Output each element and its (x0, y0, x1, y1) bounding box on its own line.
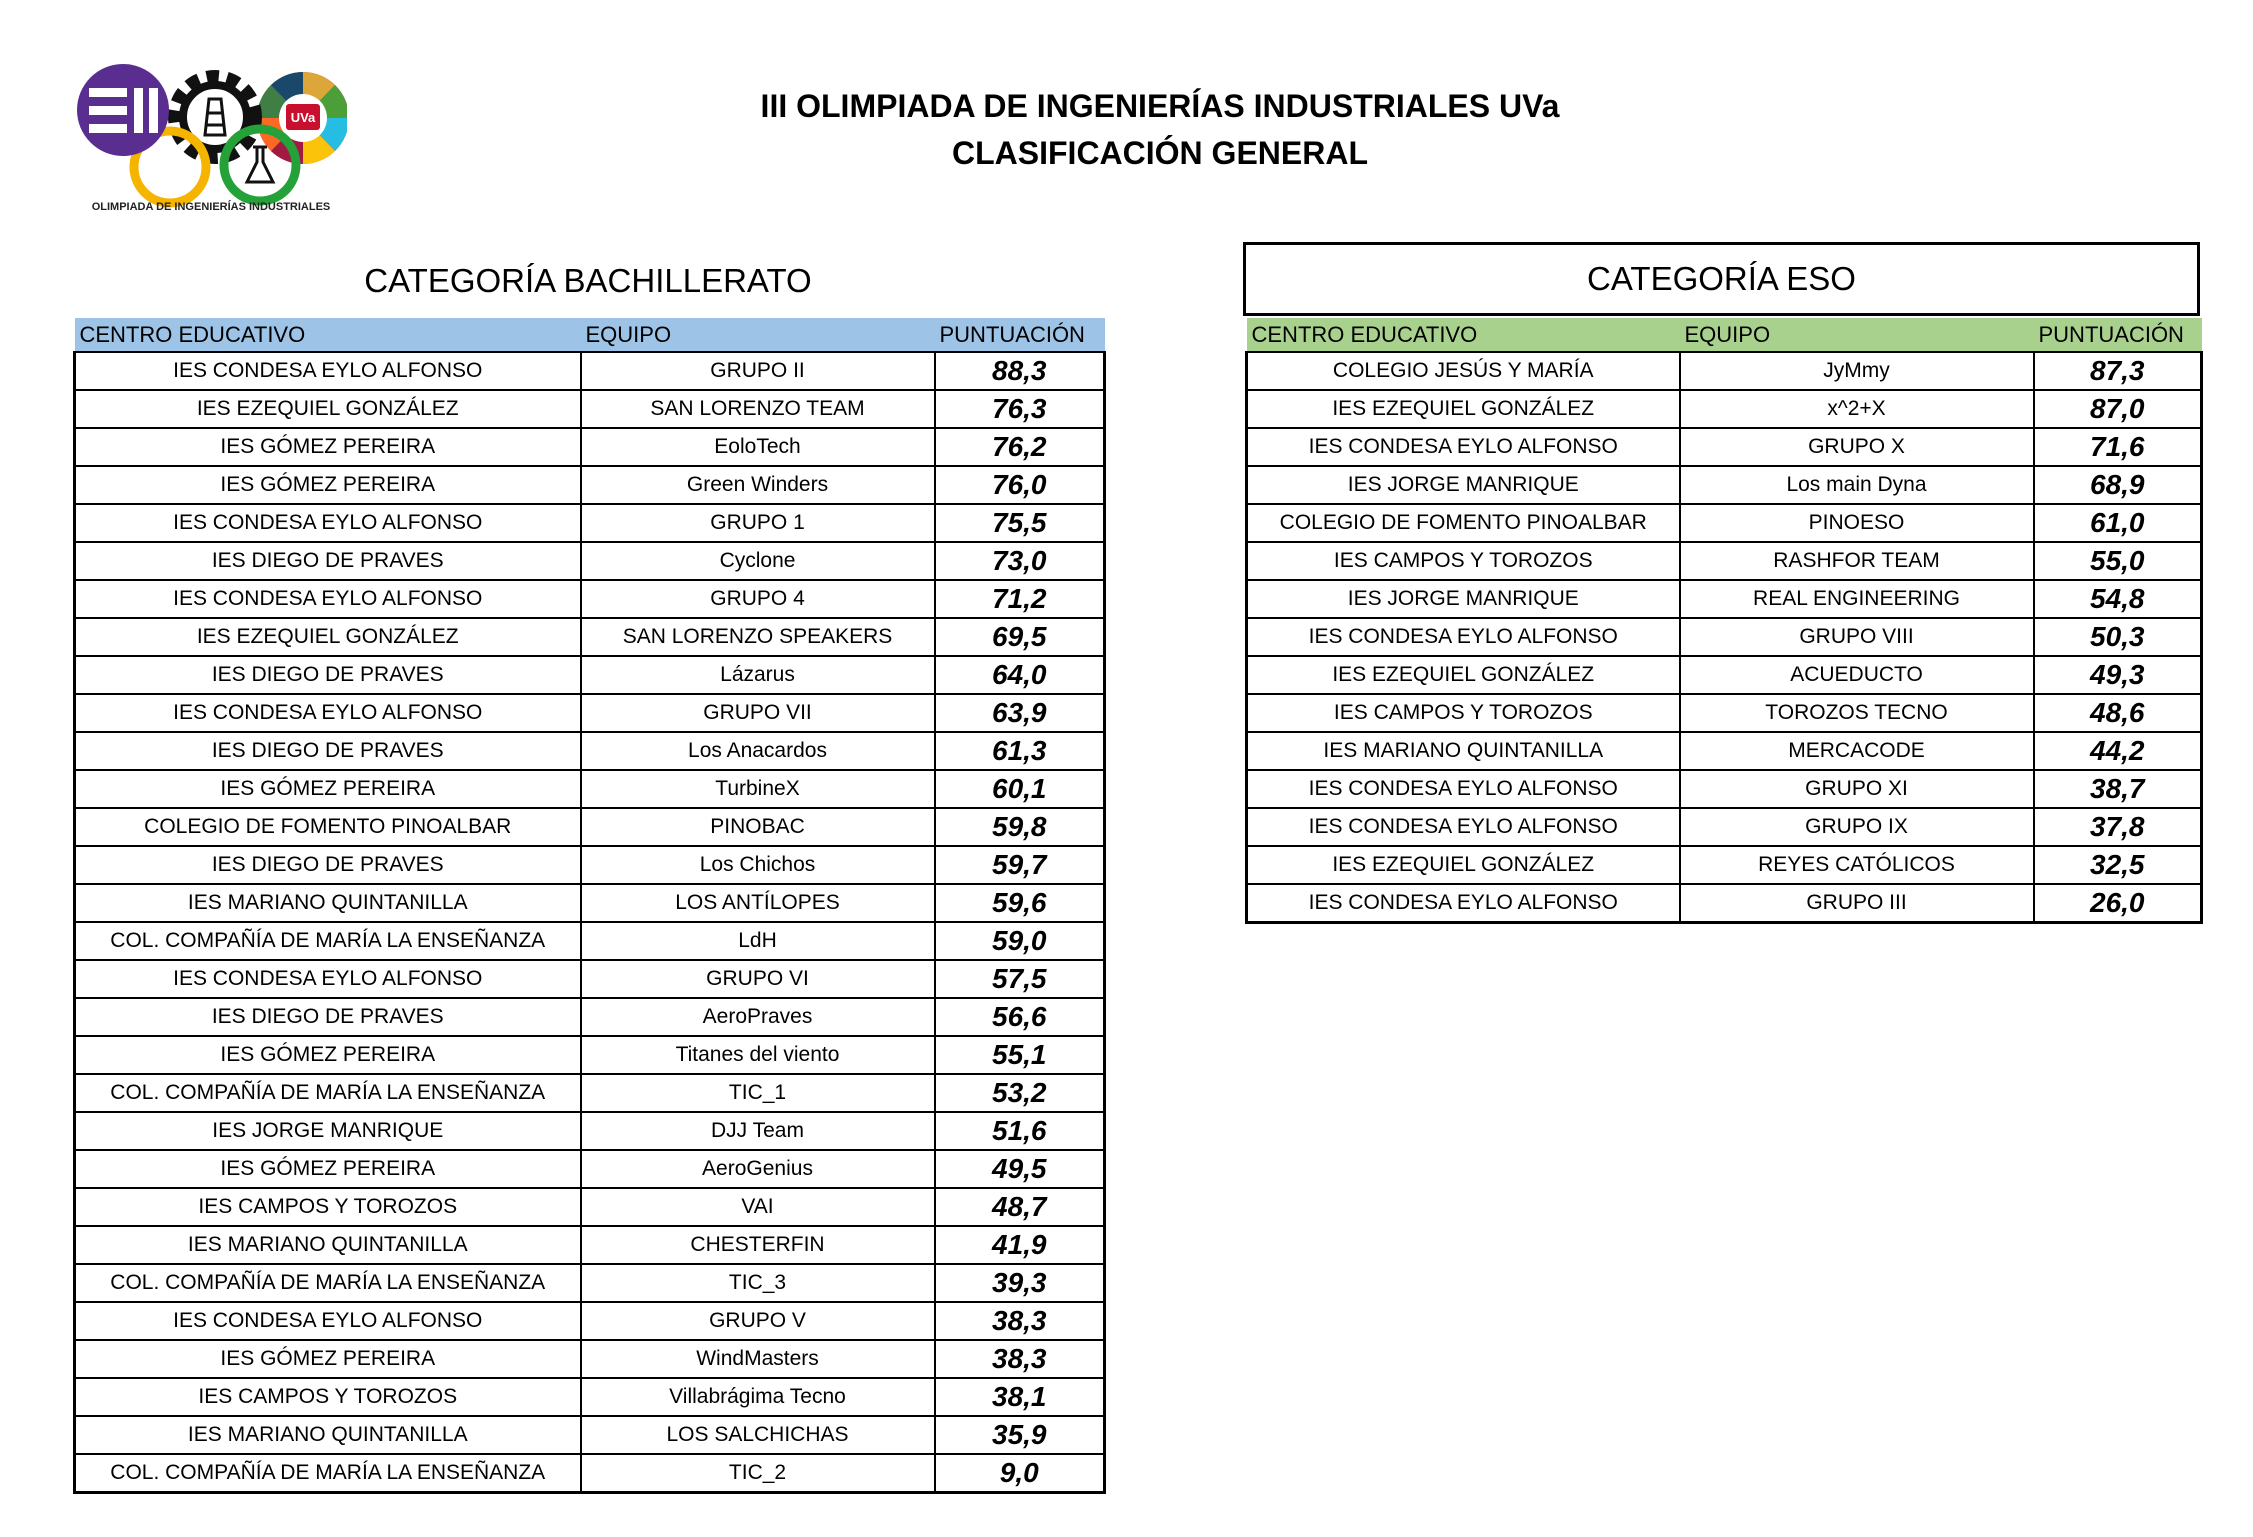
table-row (1247, 618, 2202, 656)
cell-equipo: TIC_1 (581, 1074, 935, 1112)
cell-puntuacion: 41,9 (935, 1226, 1105, 1264)
cell-centro: IES CAMPOS Y TOROZOS (75, 1188, 581, 1226)
cell-equipo: CHESTERFIN (581, 1226, 935, 1264)
cell-puntuacion: 64,0 (935, 656, 1105, 694)
cell-centro: IES JORGE MANRIQUE (75, 1112, 581, 1150)
cell-centro: IES DIEGO DE PRAVES (75, 846, 581, 884)
cell-centro: IES DIEGO DE PRAVES (75, 732, 581, 770)
table-row (75, 694, 1105, 732)
table-row (1247, 884, 2202, 923)
cell-puntuacion: 38,3 (935, 1340, 1105, 1378)
cell-centro: COL. COMPAÑÍA DE MARÍA LA ENSEÑANZA (75, 1454, 581, 1493)
cell-centro: IES MARIANO QUINTANILLA (75, 1226, 581, 1264)
cell-centro: IES GÓMEZ PEREIRA (75, 428, 581, 466)
cell-centro: IES EZEQUIEL GONZÁLEZ (75, 390, 581, 428)
cell-equipo: GRUPO VIII (1680, 618, 2034, 656)
cell-centro: IES CONDESA EYLO ALFONSO (75, 1302, 581, 1340)
cell-equipo: TIC_3 (581, 1264, 935, 1302)
table-row (75, 884, 1105, 922)
eso-rows (1247, 352, 2202, 923)
cell-centro: IES CAMPOS Y TOROZOS (1247, 542, 1680, 580)
cell-centro: COLEGIO JESÚS Y MARÍA (1247, 352, 1680, 390)
cell-puntuacion: 39,3 (935, 1264, 1105, 1302)
cell-puntuacion: 75,5 (935, 504, 1105, 542)
table-row (75, 1416, 1105, 1454)
cell-equipo: ACUEDUCTO (1680, 656, 2034, 694)
cell-equipo: SAN LORENZO SPEAKERS (581, 618, 935, 656)
eso-table (1245, 318, 2203, 924)
cell-equipo: TOROZOS TECNO (1680, 694, 2034, 732)
cell-equipo: MERCACODE (1680, 732, 2034, 770)
logo-caption: OLIMPIADA DE INGENIERÍAS INDUSTRIALES (91, 201, 331, 213)
cell-puntuacion: 51,6 (935, 1112, 1105, 1150)
cell-equipo: REAL ENGINEERING (1680, 580, 2034, 618)
cell-equipo: GRUPO VII (581, 694, 935, 732)
table-row (75, 618, 1105, 656)
cell-centro: IES CONDESA EYLO ALFONSO (75, 694, 581, 732)
logo-badge: UVa (290, 110, 316, 125)
table-row (75, 960, 1105, 998)
cell-puntuacion: 59,6 (935, 884, 1105, 922)
cell-centro: IES CONDESA EYLO ALFONSO (75, 504, 581, 542)
cell-centro: IES CONDESA EYLO ALFONSO (75, 352, 581, 390)
cell-equipo: LdH (581, 922, 935, 960)
cell-puntuacion: 38,7 (2034, 770, 2202, 808)
sdg-wheel-icon (257, 72, 347, 164)
cell-puntuacion: 32,5 (2034, 846, 2202, 884)
cell-puntuacion: 56,6 (935, 998, 1105, 1036)
cell-centro: IES DIEGO DE PRAVES (75, 656, 581, 694)
cell-centro: IES JORGE MANRIQUE (1247, 580, 1680, 618)
cell-equipo: TIC_2 (581, 1454, 935, 1493)
cell-puntuacion: 87,3 (2034, 352, 2202, 390)
cell-centro: IES CONDESA EYLO ALFONSO (75, 960, 581, 998)
cell-equipo: Titanes del viento (581, 1036, 935, 1074)
cell-puntuacion: 60,1 (935, 770, 1105, 808)
bachillerato-title: CATEGORÍA BACHILLERATO (364, 262, 812, 299)
table-row (75, 580, 1105, 618)
cell-equipo: SAN LORENZO TEAM (581, 390, 935, 428)
cell-puntuacion: 26,0 (2034, 884, 2202, 923)
cell-centro: IES EZEQUIEL GONZÁLEZ (1247, 656, 1680, 694)
cell-centro: IES MARIANO QUINTANILLA (75, 884, 581, 922)
cell-puntuacion: 44,2 (2034, 732, 2202, 770)
cell-centro: IES MARIANO QUINTANILLA (1247, 732, 1680, 770)
cell-puntuacion: 87,0 (2034, 390, 2202, 428)
cell-puntuacion: 49,3 (2034, 656, 2202, 694)
olympiad-logo (75, 62, 347, 214)
table-row (1247, 694, 2202, 732)
cell-centro: IES CONDESA EYLO ALFONSO (1247, 884, 1680, 923)
cell-centro: IES CONDESA EYLO ALFONSO (1247, 428, 1680, 466)
cell-centro: IES GÓMEZ PEREIRA (75, 1150, 581, 1188)
cell-equipo: Villabrágima Tecno (581, 1378, 935, 1416)
cell-equipo: PINOBAC (581, 808, 935, 846)
cell-equipo: GRUPO VI (581, 960, 935, 998)
cell-equipo: EoloTech (581, 428, 935, 466)
cell-equipo: GRUPO V (581, 1302, 935, 1340)
cell-centro: COL. COMPAÑÍA DE MARÍA LA ENSEÑANZA (75, 1074, 581, 1112)
cell-equipo: Los Anacardos (581, 732, 935, 770)
cell-equipo: VAI (581, 1188, 935, 1226)
table-row (1247, 390, 2202, 428)
cell-centro: IES DIEGO DE PRAVES (75, 998, 581, 1036)
gear-icon (175, 77, 255, 157)
cell-centro: COLEGIO DE FOMENTO PINOALBAR (75, 808, 581, 846)
cell-equipo: GRUPO IX (1680, 808, 2034, 846)
table-row (75, 770, 1105, 808)
cell-puntuacion: 69,5 (935, 618, 1105, 656)
cell-centro: IES CONDESA EYLO ALFONSO (1247, 808, 1680, 846)
table-row (1247, 770, 2202, 808)
eso-title: CATEGORÍA ESO (1243, 242, 2200, 316)
cell-puntuacion: 71,2 (935, 580, 1105, 618)
cell-equipo: GRUPO XI (1680, 770, 2034, 808)
table-row (75, 352, 1105, 390)
cell-equipo: AeroPraves (581, 998, 935, 1036)
table-row (1247, 352, 2202, 390)
table-row (1247, 504, 2202, 542)
cell-equipo: AeroGenius (581, 1150, 935, 1188)
page-subtitle: CLASIFICACIÓN GENERAL (952, 135, 1368, 171)
cell-centro: IES JORGE MANRIQUE (1247, 466, 1680, 504)
cell-puntuacion: 35,9 (935, 1416, 1105, 1454)
table-row (75, 922, 1105, 960)
cell-equipo: Los main Dyna (1680, 466, 2034, 504)
table-row (1247, 466, 2202, 504)
cell-equipo: PINOESO (1680, 504, 2034, 542)
table-row (75, 390, 1105, 428)
cell-puntuacion: 48,6 (2034, 694, 2202, 732)
cell-equipo: JyMmy (1680, 352, 2034, 390)
cell-centro: IES GÓMEZ PEREIRA (75, 466, 581, 504)
cell-puntuacion: 76,3 (935, 390, 1105, 428)
cell-puntuacion: 54,8 (2034, 580, 2202, 618)
cell-centro: IES DIEGO DE PRAVES (75, 542, 581, 580)
cell-equipo: RASHFOR TEAM (1680, 542, 2034, 580)
table-row (75, 1074, 1105, 1112)
cell-puntuacion: 71,6 (2034, 428, 2202, 466)
bachillerato-rows (75, 352, 1105, 1493)
cell-puntuacion: 68,9 (2034, 466, 2202, 504)
cell-centro: COL. COMPAÑÍA DE MARÍA LA ENSEÑANZA (75, 922, 581, 960)
table-row (75, 998, 1105, 1036)
table-row (75, 1226, 1105, 1264)
table-row (75, 808, 1105, 846)
cell-puntuacion: 61,0 (2034, 504, 2202, 542)
cell-puntuacion: 76,2 (935, 428, 1105, 466)
cell-equipo: TurbineX (581, 770, 935, 808)
cell-centro: COL. COMPAÑÍA DE MARÍA LA ENSEÑANZA (75, 1264, 581, 1302)
cell-centro: IES CONDESA EYLO ALFONSO (1247, 770, 1680, 808)
cell-puntuacion: 61,3 (935, 732, 1105, 770)
cell-equipo: GRUPO 1 (581, 504, 935, 542)
table-row (1247, 580, 2202, 618)
table-row (75, 1112, 1105, 1150)
cell-puntuacion: 38,1 (935, 1378, 1105, 1416)
column-header-equipo: EQUIPO (581, 318, 935, 352)
cell-equipo: LOS ANTÍLOPES (581, 884, 935, 922)
cell-puntuacion: 88,3 (935, 352, 1105, 390)
cell-puntuacion: 53,2 (935, 1074, 1105, 1112)
table-row (75, 1378, 1105, 1416)
column-header-equipo: EQUIPO (1680, 318, 2034, 352)
cell-centro: IES CONDESA EYLO ALFONSO (75, 580, 581, 618)
table-row (75, 846, 1105, 884)
cell-puntuacion: 9,0 (935, 1454, 1105, 1493)
cell-centro: IES CAMPOS Y TOROZOS (1247, 694, 1680, 732)
table-row (1247, 656, 2202, 694)
cell-equipo: WindMasters (581, 1340, 935, 1378)
table-row (75, 1036, 1105, 1074)
column-header-puntuacion: PUNTUACIÓN (935, 318, 1105, 352)
cell-equipo: DJJ Team (581, 1112, 935, 1150)
cell-puntuacion: 59,0 (935, 922, 1105, 960)
cell-equipo: Cyclone (581, 542, 935, 580)
cell-puntuacion: 59,7 (935, 846, 1105, 884)
table-row (75, 428, 1105, 466)
eii-emblem-icon (77, 64, 169, 156)
page-title: III OLIMPIADA DE INGENIERÍAS INDUSTRIALES UVa (760, 88, 1560, 124)
cell-puntuacion: 55,1 (935, 1036, 1105, 1074)
cell-equipo: x^2+X (1680, 390, 2034, 428)
green-ring-icon (224, 129, 296, 201)
cell-equipo: GRUPO III (1680, 884, 2034, 923)
table-row (1247, 808, 2202, 846)
table-row (1247, 542, 2202, 580)
cell-puntuacion: 50,3 (2034, 618, 2202, 656)
table-row (1247, 846, 2202, 884)
table-row (75, 504, 1105, 542)
bachillerato-header-row (75, 318, 1105, 352)
cell-centro: IES EZEQUIEL GONZÁLEZ (1247, 846, 1680, 884)
cell-puntuacion: 49,5 (935, 1150, 1105, 1188)
cell-centro: IES EZEQUIEL GONZÁLEZ (75, 618, 581, 656)
column-header-centro: CENTRO EDUCATIVO (1247, 318, 1680, 352)
cell-equipo: REYES CATÓLICOS (1680, 846, 2034, 884)
cell-puntuacion: 63,9 (935, 694, 1105, 732)
cell-centro: IES MARIANO QUINTANILLA (75, 1416, 581, 1454)
cell-centro: IES CONDESA EYLO ALFONSO (1247, 618, 1680, 656)
table-row (75, 1340, 1105, 1378)
cell-centro: IES EZEQUIEL GONZÁLEZ (1247, 390, 1680, 428)
cell-puntuacion: 73,0 (935, 542, 1105, 580)
cell-equipo: GRUPO 4 (581, 580, 935, 618)
table-row (75, 732, 1105, 770)
cell-equipo: GRUPO II (581, 352, 935, 390)
cell-equipo: LOS SALCHICHAS (581, 1416, 935, 1454)
table-row (75, 1264, 1105, 1302)
cell-puntuacion: 76,0 (935, 466, 1105, 504)
cell-centro: IES GÓMEZ PEREIRA (75, 770, 581, 808)
cell-equipo: Los Chichos (581, 846, 935, 884)
flask-icon (247, 147, 273, 182)
table-row (75, 1454, 1105, 1493)
cell-centro: IES CAMPOS Y TOROZOS (75, 1378, 581, 1416)
cell-equipo: Green Winders (581, 466, 935, 504)
table-row (75, 466, 1105, 504)
cell-centro: IES GÓMEZ PEREIRA (75, 1340, 581, 1378)
cell-puntuacion: 37,8 (2034, 808, 2202, 846)
cell-centro: COLEGIO DE FOMENTO PINOALBAR (1247, 504, 1680, 542)
cell-equipo: GRUPO X (1680, 428, 2034, 466)
cell-puntuacion: 48,7 (935, 1188, 1105, 1226)
cell-centro: IES GÓMEZ PEREIRA (75, 1036, 581, 1074)
column-header-centro: CENTRO EDUCATIVO (75, 318, 581, 352)
eso-header-row (1247, 318, 2202, 352)
cell-puntuacion: 38,3 (935, 1302, 1105, 1340)
table-row (1247, 732, 2202, 770)
table-row (75, 1150, 1105, 1188)
bachillerato-table (73, 318, 1106, 1494)
table-row (75, 542, 1105, 580)
table-row (75, 1302, 1105, 1340)
cell-puntuacion: 59,8 (935, 808, 1105, 846)
column-header-puntuacion: PUNTUACIÓN (2034, 318, 2202, 352)
table-row (75, 656, 1105, 694)
table-row (1247, 428, 2202, 466)
cell-equipo: Lázarus (581, 656, 935, 694)
cell-puntuacion: 55,0 (2034, 542, 2202, 580)
table-row (75, 1188, 1105, 1226)
cell-puntuacion: 57,5 (935, 960, 1105, 998)
